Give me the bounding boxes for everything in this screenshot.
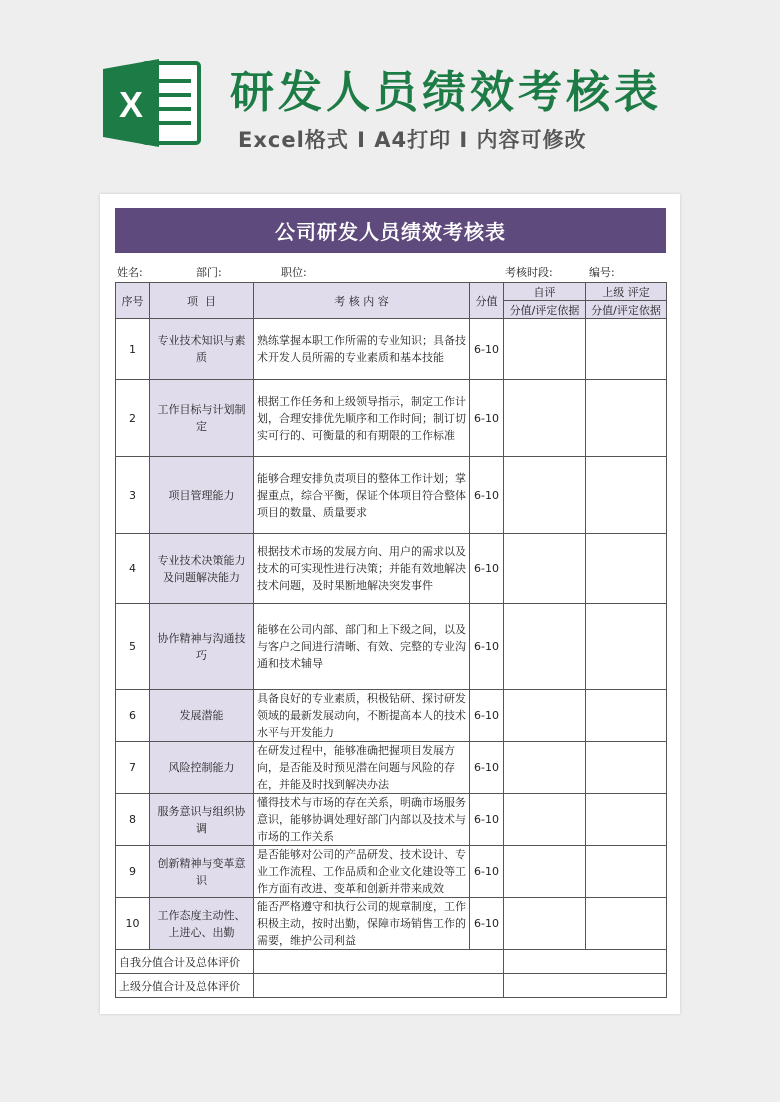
self-eval-cell[interactable] <box>504 457 586 534</box>
row-content: 懂得技术与市场的存在关系，明确市场服务意识，能够协调处理好部门内部以及技术与市场的工作关系 <box>254 794 470 846</box>
row-seq: 4 <box>116 534 150 604</box>
superior-total-value-cell[interactable] <box>254 974 504 998</box>
superior-eval-cell[interactable] <box>586 604 667 690</box>
row-content: 根据工作任务和上级领导指示，制定工作计划，合理安排优先顺序和工作时间；制订切实可行的、可衡量的和有期限的工作标准 <box>254 380 470 457</box>
info-row <box>115 260 666 280</box>
superior-eval-cell[interactable] <box>586 534 667 604</box>
row-item: 工作目标与计划制定 <box>150 380 254 457</box>
header-superior: 上级 评定 <box>586 283 667 301</box>
position-label: 职位: <box>281 266 307 279</box>
row-score: 6-10 <box>470 604 504 690</box>
header-self-sub: 分值/评定依据 <box>504 301 586 319</box>
superior-eval-cell[interactable] <box>586 319 667 380</box>
table-row <box>116 319 667 380</box>
row-content: 能否严格遵守和执行公司的规章制度，工作积极主动，按时出勤，保障市场销售工作的需要，维护公司利益 <box>254 898 470 950</box>
row-content: 具备良好的专业素质，积极钻研、探讨研发领域的最新发展动向，不断提高本人的技术水平与开发能力 <box>254 690 470 742</box>
self-eval-cell[interactable] <box>504 319 586 380</box>
superior-total-extra-cell[interactable] <box>504 974 667 998</box>
number-label: 编号: <box>589 266 615 279</box>
name-label: 姓名: <box>117 266 143 279</box>
table-row <box>116 604 667 690</box>
banner <box>0 0 780 190</box>
row-score: 6-10 <box>470 690 504 742</box>
sheet-paper <box>100 194 680 1014</box>
header-superior-sub: 分值/评定依据 <box>586 301 667 319</box>
self-eval-cell[interactable] <box>504 534 586 604</box>
table-row <box>116 794 667 846</box>
table-row <box>116 457 667 534</box>
evaluation-table <box>115 282 667 998</box>
row-score: 6-10 <box>470 742 504 794</box>
excel-logo-icon <box>103 57 201 149</box>
row-seq: 5 <box>116 604 150 690</box>
superior-total-label: 上级分值合计及总体评价 <box>116 974 254 998</box>
self-total-extra-cell[interactable] <box>504 950 667 974</box>
self-total-value-cell[interactable] <box>254 950 504 974</box>
row-item: 专业技术知识与素质 <box>150 319 254 380</box>
row-content: 能够在公司内部、部门和上下级之间，以及与客户之间进行清晰、有效、完整的专业沟通和技术辅导 <box>254 604 470 690</box>
row-item: 服务意识与组织协调 <box>150 794 254 846</box>
header-seq: 序号 <box>116 283 150 319</box>
table-row <box>116 846 667 898</box>
row-content: 熟练掌握本职工作所需的专业知识；具备技术开发人员所需的专业素质和基本技能 <box>254 319 470 380</box>
superior-eval-cell[interactable] <box>586 742 667 794</box>
row-seq: 8 <box>116 794 150 846</box>
sheet-title: 公司研发人员绩效考核表 <box>115 208 666 253</box>
row-item: 专业技术决策能力及问题解决能力 <box>150 534 254 604</box>
row-content: 是否能够对公司的产品研发、技术设计、专业工作流程、工作品质和企业文化建设等工作方面有改进、变革和创新并带来成效 <box>254 846 470 898</box>
footer-row-superior <box>116 974 667 998</box>
page-subtitle: Excel格式 I A4打印 I 内容可修改 <box>238 128 587 152</box>
table-row <box>116 690 667 742</box>
period-label: 考核时段: <box>505 266 553 279</box>
header-content: 考 核 内 容 <box>254 283 470 319</box>
row-score: 6-10 <box>470 846 504 898</box>
row-seq: 9 <box>116 846 150 898</box>
superior-eval-cell[interactable] <box>586 898 667 950</box>
row-seq: 7 <box>116 742 150 794</box>
superior-eval-cell[interactable] <box>586 457 667 534</box>
row-score: 6-10 <box>470 380 504 457</box>
superior-eval-cell[interactable] <box>586 380 667 457</box>
row-seq: 6 <box>116 690 150 742</box>
row-score: 6-10 <box>470 534 504 604</box>
self-eval-cell[interactable] <box>504 742 586 794</box>
row-item: 项目管理能力 <box>150 457 254 534</box>
superior-eval-cell[interactable] <box>586 846 667 898</box>
row-score: 6-10 <box>470 794 504 846</box>
self-eval-cell[interactable] <box>504 898 586 950</box>
row-item: 风险控制能力 <box>150 742 254 794</box>
logo-letter: X <box>118 84 144 125</box>
row-seq: 10 <box>116 898 150 950</box>
header-score: 分值 <box>470 283 504 319</box>
row-content: 能够合理安排负责项目的整体工作计划；掌握重点，综合平衡，保证个体项目符合整体项目的数量、质量要求 <box>254 457 470 534</box>
table-row <box>116 380 667 457</box>
table-row <box>116 898 667 950</box>
page-title: 研发人员绩效考核表 <box>230 67 662 118</box>
self-total-label: 自我分值合计及总体评价 <box>116 950 254 974</box>
row-seq: 2 <box>116 380 150 457</box>
header-self: 自评 <box>504 283 586 301</box>
footer-row-self <box>116 950 667 974</box>
self-eval-cell[interactable] <box>504 380 586 457</box>
table-row <box>116 534 667 604</box>
self-eval-cell[interactable] <box>504 690 586 742</box>
row-item: 创新精神与变革意识 <box>150 846 254 898</box>
self-eval-cell[interactable] <box>504 604 586 690</box>
self-eval-cell[interactable] <box>504 846 586 898</box>
superior-eval-cell[interactable] <box>586 794 667 846</box>
row-seq: 1 <box>116 319 150 380</box>
row-item: 协作精神与沟通技巧 <box>150 604 254 690</box>
row-score: 6-10 <box>470 898 504 950</box>
row-item: 发展潜能 <box>150 690 254 742</box>
header-item: 项 目 <box>150 283 254 319</box>
row-content: 根据技术市场的发展方向、用户的需求以及技术的可实现性进行决策；并能有效地解决技术问题，及时果断地解决突发事件 <box>254 534 470 604</box>
table-row <box>116 742 667 794</box>
superior-eval-cell[interactable] <box>586 690 667 742</box>
row-score: 6-10 <box>470 457 504 534</box>
row-seq: 3 <box>116 457 150 534</box>
self-eval-cell[interactable] <box>504 794 586 846</box>
row-content: 在研发过程中，能够准确把握项目发展方向，是否能及时预见潜在问题与风险的存在，并能及时找到解决办法 <box>254 742 470 794</box>
dept-label: 部门: <box>196 266 222 279</box>
row-item: 工作态度主动性、上进心、出勤 <box>150 898 254 950</box>
row-score: 6-10 <box>470 319 504 380</box>
